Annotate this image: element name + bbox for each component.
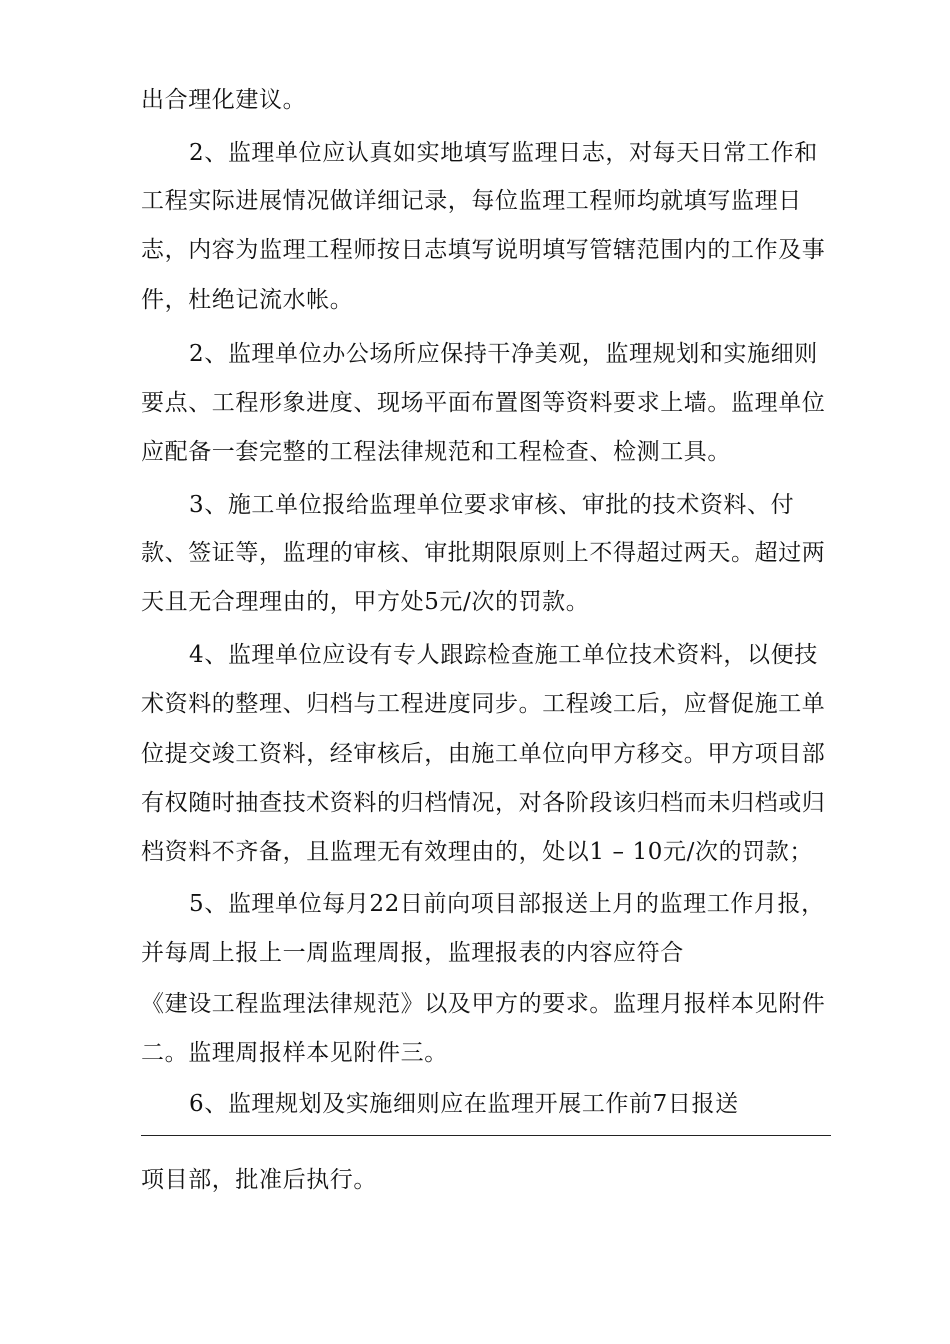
text-line: 档资料不齐备，且监理无有效理由的，处以1 – 10元/次的罚款；	[141, 839, 813, 865]
text-line: 志，内容为监理工程师按日志填写说明填写管辖范围内的工作及事	[141, 237, 826, 263]
text-line: 应配备一套完整的工程法律规范和工程检查、检测工具。	[141, 439, 731, 465]
text-line: 并每周上报上一周监理周报，监理报表的内容应符合	[141, 940, 684, 966]
text-line: 《建设工程监理法律规范》以及甲方的要求。监理月报样本见附件	[141, 991, 826, 1017]
horizontal-rule	[141, 1135, 831, 1136]
text-line: 术资料的整理、归档与工程进度同步。工程竣工后，应督促施工单	[141, 691, 826, 717]
text-line: 5、监理单位每月22日前向项目部报送上月的监理工作月报，	[189, 891, 825, 917]
text-line: 款、签证等，监理的审核、审批期限原则上不得超过两天。超过两	[141, 540, 826, 566]
text-line: 工程实际进展情况做详细记录，每位监理工程师均就填写监理日	[141, 188, 802, 214]
text-line: 出合理化建议。	[141, 87, 307, 113]
text-line: 2、监理单位应认真如实地填写监理日志，对每天日常工作和	[189, 140, 818, 166]
text-line: 项目部，批准后执行。	[141, 1167, 377, 1193]
text-line: 件，杜绝记流水帐。	[141, 287, 354, 313]
text-line: 天且无合理理由的，甲方处5元/次的罚款。	[141, 589, 590, 615]
text-line: 二。监理周报样本见附件三。	[141, 1040, 448, 1066]
text-line: 6、监理规划及实施细则应在监理开展工作前7日报送	[189, 1091, 739, 1117]
text-line: 2、监理单位办公场所应保持干净美观，监理规划和实施细则	[189, 341, 818, 367]
text-line: 要点、工程形象进度、现场平面布置图等资料要求上墙。监理单位	[141, 390, 826, 416]
text-line: 4、监理单位应设有专人跟踪检查施工单位技术资料，以便技	[189, 642, 818, 668]
text-line: 3、施工单位报给监理单位要求审核、审批的技术资料、付	[189, 492, 795, 518]
text-line: 有权随时抽查技术资料的归档情况，对各阶段该归档而未归档或归	[141, 790, 826, 816]
text-line: 位提交竣工资料，经审核后，由施工单位向甲方移交。甲方项目部	[141, 741, 826, 767]
